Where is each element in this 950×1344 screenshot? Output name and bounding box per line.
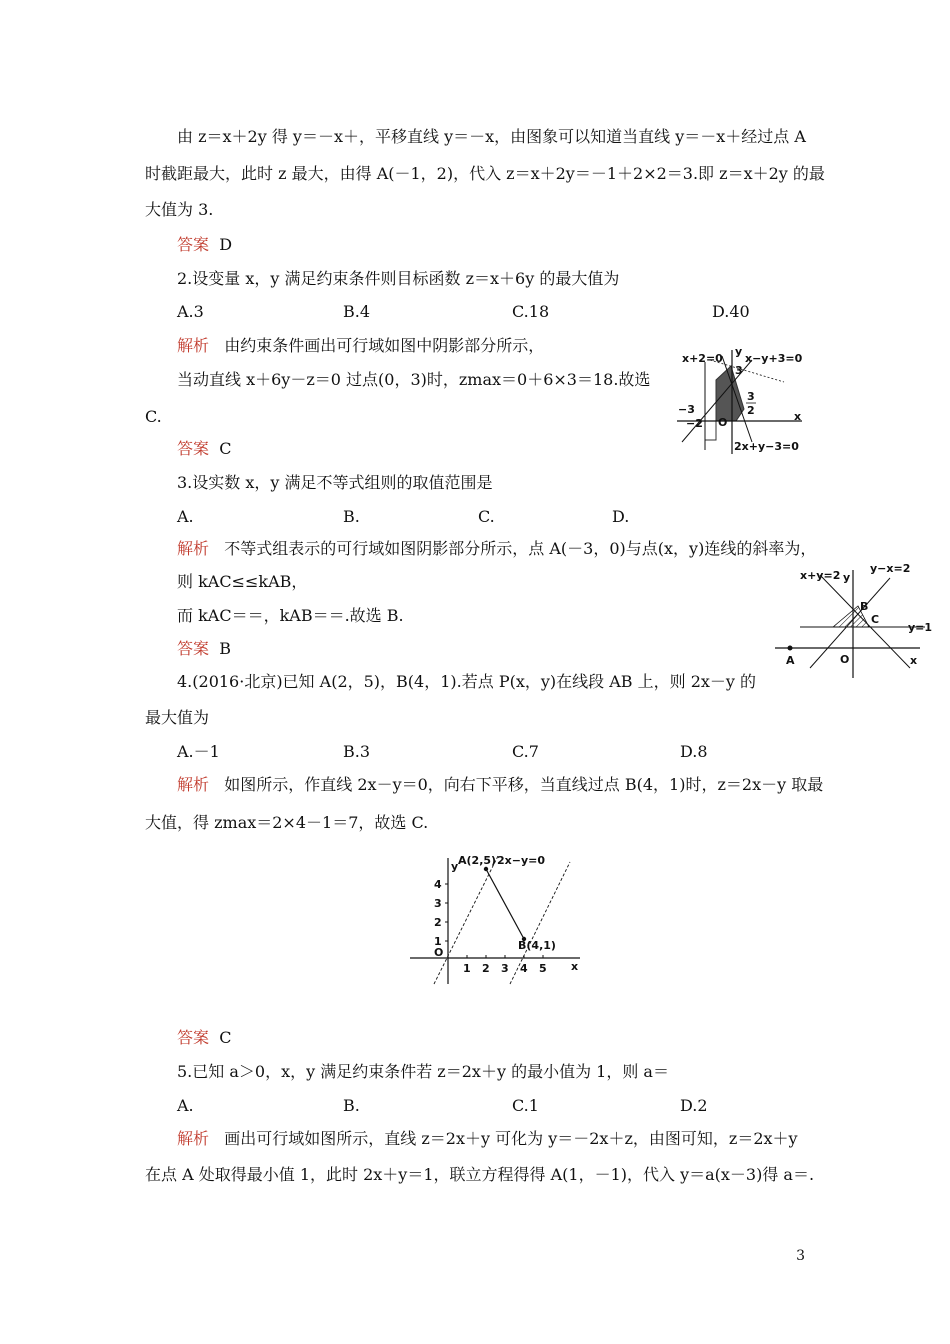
q4-label: A(2,5) bbox=[458, 854, 497, 867]
answer-value: D bbox=[219, 235, 233, 254]
answer-1 bbox=[177, 234, 232, 256]
answer-value: B bbox=[219, 639, 231, 658]
q4-stem-1: 4.(2016·北京)已知 A(2，5)，B(4，1).若点 P(x，y)在线段 AB 上，则 2x－y 的 bbox=[177, 672, 757, 691]
answer-3 bbox=[177, 638, 231, 660]
answer-label: 答案 bbox=[177, 1028, 210, 1047]
intro-line-2: 时截距最大，此时 z 最大，由得 A(－1，2)，代入 z＝x＋2y＝－1＋2×2＝3.即 z＝x＋2y 的最 bbox=[145, 164, 825, 183]
q3-label: x+y=2 bbox=[800, 569, 841, 582]
q3-label: C bbox=[871, 613, 880, 626]
q2-label: 3 bbox=[747, 390, 755, 403]
page-number: 3 bbox=[796, 1248, 805, 1264]
q2-figure bbox=[672, 342, 810, 457]
q2-label: x bbox=[794, 410, 802, 423]
q3-analysis-2: 则 kAC≤≤kAB， bbox=[177, 572, 308, 591]
q4-stem-2: 最大值为 bbox=[145, 708, 210, 727]
q4-label: 3 bbox=[501, 962, 509, 975]
q2-analysis-3: C. bbox=[145, 407, 162, 426]
q4-figure bbox=[408, 848, 588, 988]
q2-option-a: A.3 bbox=[177, 302, 204, 321]
q4-label: 3 bbox=[434, 897, 442, 910]
q4-label: 5 bbox=[539, 962, 547, 975]
q4-point-a bbox=[484, 867, 488, 871]
q4-label: 1 bbox=[463, 962, 471, 975]
q3-label: A bbox=[786, 654, 795, 667]
q2-label: y bbox=[735, 345, 743, 358]
q3-option-b: B. bbox=[343, 507, 360, 526]
q5-option-c: C.1 bbox=[512, 1096, 539, 1115]
q5-option-a: A. bbox=[177, 1096, 194, 1115]
q4-label: 4 bbox=[520, 962, 528, 975]
q4-segment-ab bbox=[486, 869, 524, 939]
q3-stem: 3.设实数 x，y 满足不等式组则的取值范围是 bbox=[177, 473, 493, 492]
q3-point-a bbox=[788, 646, 793, 651]
q2-label: O bbox=[718, 416, 728, 429]
q4-label: B(4,1) bbox=[518, 939, 556, 952]
q2-label: 2x+y−3=0 bbox=[734, 440, 799, 453]
q3-label: y−x=2 bbox=[870, 562, 911, 575]
q4-option-d: D.8 bbox=[680, 742, 708, 761]
analysis-label: 解析 bbox=[177, 1129, 210, 1148]
q2-option-d: D.40 bbox=[712, 302, 750, 321]
q4-analysis-2: 大值，得 zmax＝2×4－1＝7，故选 C. bbox=[145, 813, 429, 832]
q2-label: 2 bbox=[747, 404, 755, 417]
q3-label: y bbox=[843, 571, 851, 584]
q4-label: O bbox=[434, 946, 444, 959]
q2-label: −2 bbox=[686, 417, 703, 430]
q2-label: 3 bbox=[735, 364, 743, 377]
answer-value: C bbox=[219, 1028, 232, 1047]
q5-stem: 5.已知 a＞0，x，y 满足约束条件若 z＝2x＋y 的最小值为 1，则 a＝ bbox=[177, 1062, 669, 1081]
q4-analysis-1 bbox=[177, 774, 823, 796]
q2-analysis-text: 由约束条件画出可行域如图中阴影部分所示， bbox=[224, 336, 545, 355]
analysis-label: 解析 bbox=[177, 539, 210, 558]
q2-label: x+2=0 bbox=[682, 352, 723, 365]
q4-label: 4 bbox=[434, 878, 442, 891]
answer-2 bbox=[177, 438, 231, 460]
intro-line-3: 大值为 3. bbox=[145, 200, 214, 219]
answer-value: C bbox=[219, 439, 232, 458]
q4-label: 2 bbox=[434, 916, 442, 929]
q2-label: x−y+3=0 bbox=[745, 352, 803, 365]
q4-analysis-text: 如图所示，作直线 2x－y＝0，向右下平移，当直线过点 B(4，1)时，z＝2x－y 取最 bbox=[224, 775, 824, 794]
q3-option-c: C. bbox=[478, 507, 495, 526]
q3-label: B bbox=[860, 600, 869, 613]
q4-option-a: A.－1 bbox=[177, 742, 220, 761]
analysis-label: 解析 bbox=[177, 336, 210, 355]
answer-label: 答案 bbox=[177, 235, 210, 254]
q3-line-x-plus-y-2 bbox=[820, 575, 910, 668]
q2-option-c: C.18 bbox=[512, 302, 550, 321]
q3-figure bbox=[770, 560, 935, 680]
answer-label: 答案 bbox=[177, 439, 210, 458]
q5-analysis-1 bbox=[177, 1128, 798, 1150]
q3-analysis-3: 而 kAC＝＝，kAB＝＝.故选 B. bbox=[177, 606, 404, 625]
q3-analysis-text: 不等式组表示的可行域如图阴影部分所示，点 A(－3，0)与点(x，y)连线的斜率为， bbox=[224, 539, 817, 558]
q4-label: 1 bbox=[434, 935, 442, 948]
q4-label: 2x−y=0 bbox=[497, 854, 546, 867]
q2-analysis-2: 当动直线 x＋6y－z＝0 过点(0，3)时，zmax＝0＋6×3＝18.故选 bbox=[177, 370, 651, 389]
q2-stem: 2.设变量 x，y 满足约束条件则目标函数 z＝x＋6y 的最大值为 bbox=[177, 269, 620, 288]
q3-label: O bbox=[840, 653, 850, 666]
q4-option-b: B.3 bbox=[343, 742, 371, 761]
q5-analysis-2: 在点 A 处取得最小值 1，此时 2x＋y＝1，联立方程得得 A(1，－1)，代入 y＝a(x－3)得 a＝. bbox=[145, 1165, 815, 1184]
q4-label: y bbox=[451, 860, 459, 873]
answer-label: 答案 bbox=[177, 639, 210, 658]
q3-label: x bbox=[910, 654, 918, 667]
q3-option-d: D. bbox=[612, 507, 630, 526]
q3-option-a: A. bbox=[177, 507, 194, 526]
q2-option-b: B.4 bbox=[343, 302, 371, 321]
q3-analysis-1 bbox=[177, 538, 816, 560]
intro-line-1: 由 z＝x＋2y 得 y＝－x＋，平移直线 y＝－x，由图象可以知道当直线 y＝－x＋经过点 A bbox=[177, 127, 806, 146]
q5-option-b: B. bbox=[343, 1096, 360, 1115]
q4-option-c: C.7 bbox=[512, 742, 539, 761]
analysis-label: 解析 bbox=[177, 775, 210, 794]
q2-analysis-1 bbox=[177, 335, 544, 357]
q2-label: −3 bbox=[678, 403, 695, 416]
q4-label: x bbox=[571, 960, 579, 973]
q4-label: 2 bbox=[482, 962, 490, 975]
q3-label: y=1 bbox=[908, 621, 933, 634]
answer-4 bbox=[177, 1027, 231, 1049]
q5-option-d: D.2 bbox=[680, 1096, 708, 1115]
q5-analysis-text: 画出可行域如图所示，直线 z＝2x＋y 可化为 y＝－2x＋z，由图可知，z＝2x＋y bbox=[224, 1129, 798, 1148]
